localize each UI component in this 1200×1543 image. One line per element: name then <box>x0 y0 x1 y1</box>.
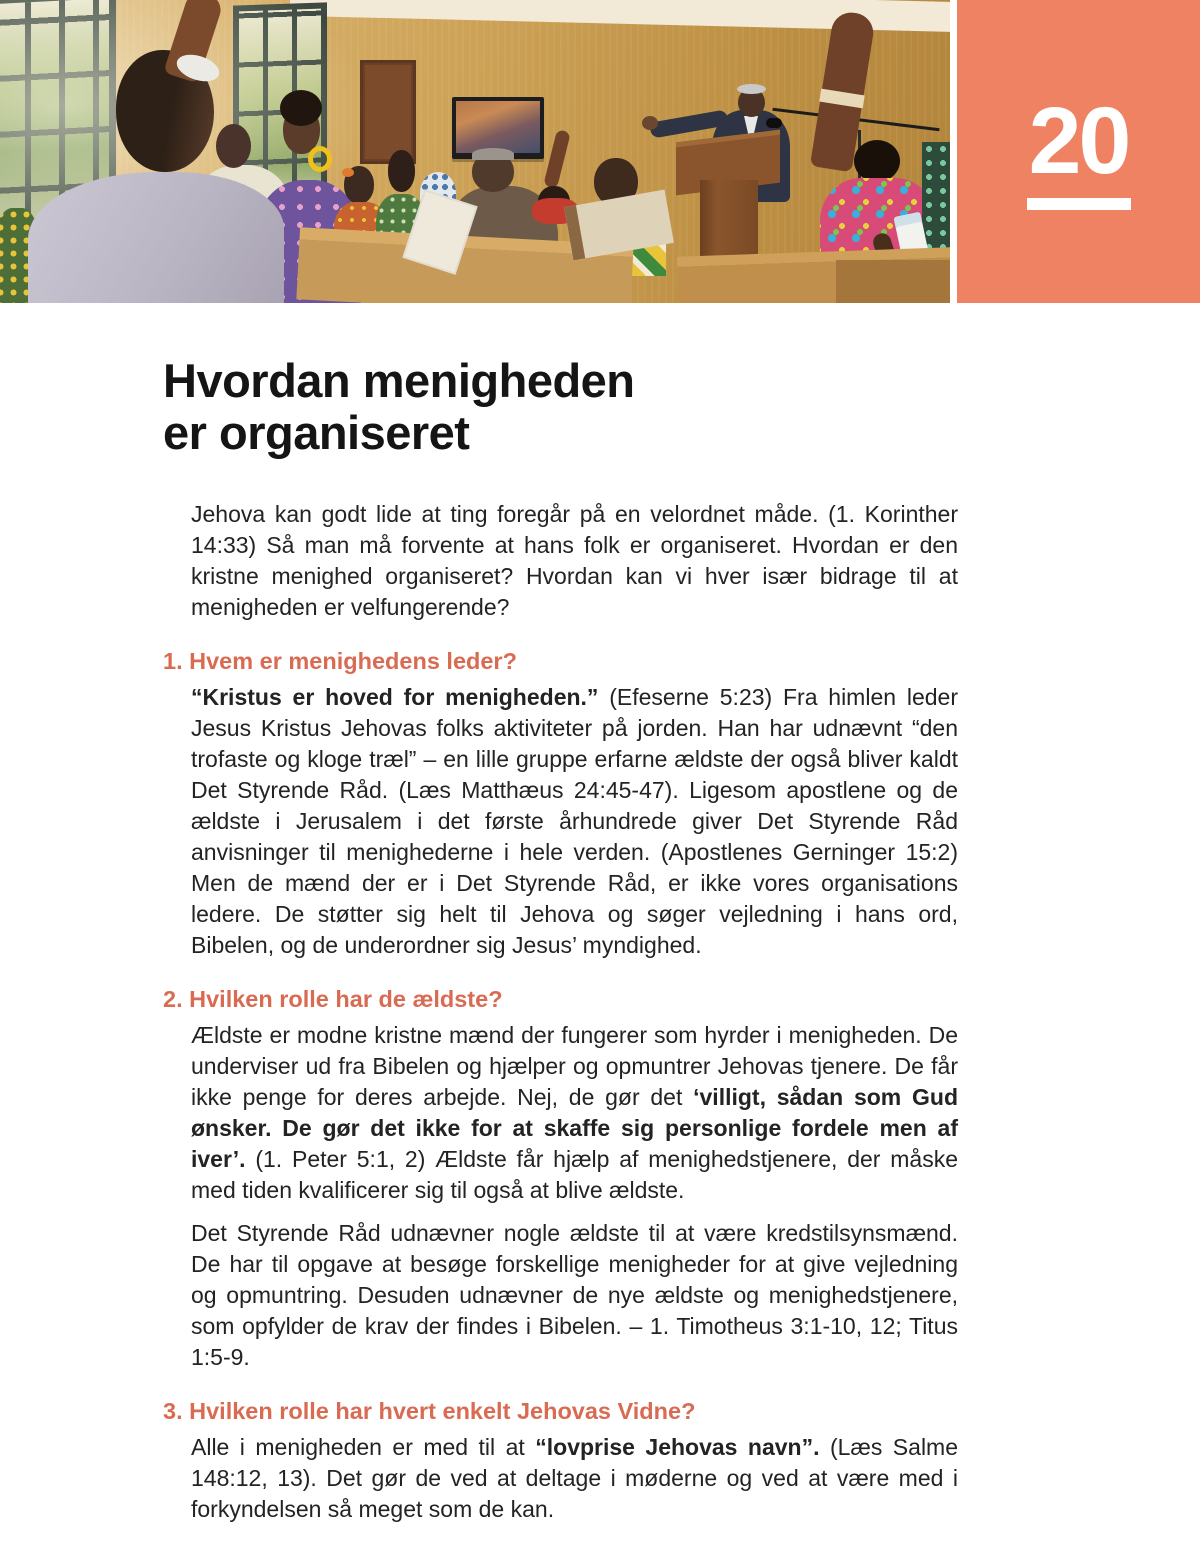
congregation-meeting-photo <box>0 0 950 303</box>
audience-member <box>388 150 415 192</box>
paragraph <box>191 1218 958 1373</box>
body-text: Det Styrende Råd udnævner nogle ældste til at være kredstilsynsmænd. De har til opgave at besøge forskellige menigheder for at give vejledning og opmuntring. Desuden udnævner de nye ældste og menighedstjenere, som opfylder de krav der findes i Bibelen. – 1. Timotheus 3:1-10, 12; Titus 1:5-9. <box>191 1220 958 1371</box>
paragraph <box>191 1432 958 1525</box>
body-text: Ældste er modne kristne mænd der fungerer som hyrder i menigheden. De underviser ud fra Bibelen og hjælper og opmuntrer Jehovas tjenere. De får ikke penge for deres arbejde. Nej, de gør det <box>191 1022 958 1111</box>
photo-divider <box>950 0 957 303</box>
chapter-number: 20 <box>1028 88 1129 194</box>
body-text: (1. Peter 5:1, 2) Ældste får hjælp af menighedstjenere, der måske med tiden kvalificerer sig til også at blive ældste. <box>191 1146 958 1204</box>
question-heading-3: 3. Hvilken rolle har hvert enkelt Jehovas Vidne? <box>163 1398 696 1425</box>
scripture-quote: “lovprise Jehovas navn”. <box>535 1434 820 1461</box>
wooden-bench <box>836 260 950 303</box>
chapter-number-block <box>957 0 1200 303</box>
yellow-earring <box>308 146 332 172</box>
speaker-hair <box>737 84 766 94</box>
title-line-1: Hvordan menigheden <box>163 354 635 407</box>
speaker-hand <box>642 116 658 130</box>
hair-bun <box>280 90 322 126</box>
body-text: (Efeserne 5:23) Fra himlen leder Jesus Kristus Jehovas folks aktiviteter på jorden. Han har udnævnt “den trofaste og kloge træl” – en lille gruppe erfarne ældste der også bliver kaldt Det Styrende Råd. (Læs Matthæus 24:45-47). Ligesom apostlene og de ældste i Jerusalem i det første århundrede giver Det Styrende Råd anvisninger til menighederne i hele verden. (Apostlenes Gerninger 15:2) Men de mænd der er i Det Styrende Råd, er ikke vores organisations ledere. De støtter sig helt til Jehova og søger vejledning i hans ord, Bibelen, og de underordner sig Jesus’ myndighed. <box>191 684 958 959</box>
microphone <box>766 118 782 128</box>
page-header <box>0 0 1200 303</box>
section-2 <box>0 985 1200 1373</box>
section-3 <box>0 1397 1200 1525</box>
article <box>0 355 1200 1525</box>
question-heading-1: 1. Hvem er menighedens leder? <box>163 648 517 675</box>
grey-hair <box>472 148 514 160</box>
paragraph <box>191 1020 958 1206</box>
scripture-quote: “Kristus er hoved for menigheden.” <box>191 684 599 711</box>
audience-member <box>216 124 251 168</box>
paragraph <box>191 682 958 961</box>
intro-paragraph: Jehova kan godt lide at ting foregår på en velordnet måde. (1. Korinther 14:33) Så man må forvente at hans folk er organiseret. Hvordan er den kristne menighed organiseret? Hvordan kan vi hver især bidrage til at menigheden er velfungerende? <box>191 501 958 621</box>
tv-screen <box>456 101 540 153</box>
page-title <box>163 355 1000 459</box>
hair-bow <box>342 168 354 177</box>
chapter-number-underline <box>1027 198 1131 210</box>
section-1 <box>0 647 1200 961</box>
body-text: (Læs Salme 148:12, 13). Det gør de ved at deltage i møderne og ved at være med i forkyndelsen så meget som de kan. <box>191 1434 959 1523</box>
question-heading-2: 2. Hvilken rolle har de ældste? <box>163 986 503 1013</box>
body-text: Alle i menigheden er med til at <box>191 1434 536 1461</box>
title-line-2: er organiseret <box>163 406 470 460</box>
hair-bun <box>854 140 900 182</box>
foreground-man-shoulders <box>28 172 284 303</box>
scripture-quote: ‘villigt, sådan som Gud ønsker. De gør det ikke for at skaffe sig personlige fordele men af iver’. <box>191 1084 958 1173</box>
